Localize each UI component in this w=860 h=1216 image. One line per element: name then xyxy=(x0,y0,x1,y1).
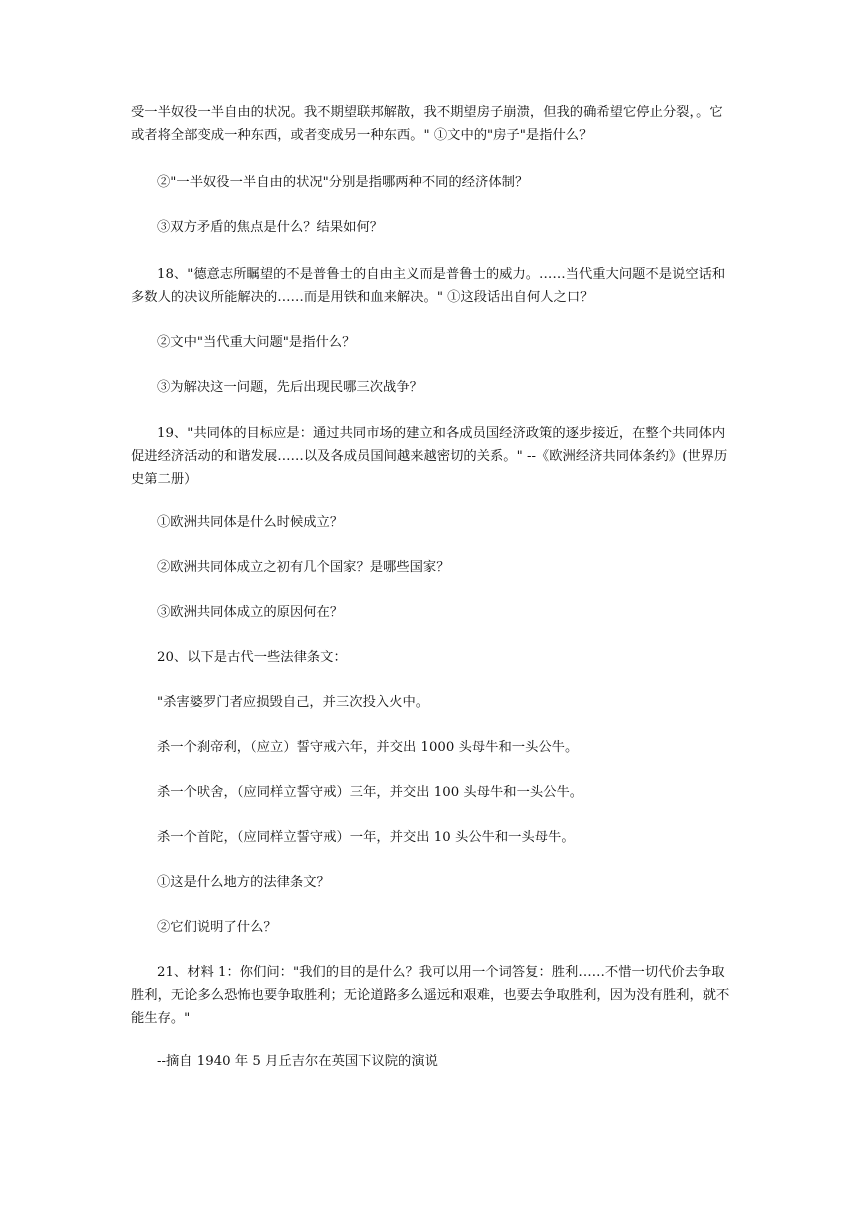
question-18-quote: 18、"德意志所瞩望的不是普鲁士的自由主义而是普鲁士的威力。……当代重大问题不是说空话和多数人的决议所能解决的……而是用铁和血来解决。" ①这段话出自何人之口？ xyxy=(131,267,726,305)
question-20-intro: 20、以下是古代一些法律条文： xyxy=(157,650,347,665)
question-19-quote: 19、"共同体的目标应是：通过共同市场的建立和各成员国经济政策的逐步接近，在整个共同体内促进经济活动的和谐发展……以及各成员国间越来越密切的关系。" --《欧洲经济共同体条约》(世界历史第二册） xyxy=(131,426,728,487)
question-21-quote: 21、材料 1：你们问："我们的目的是什么？我可以用一个词答复：胜利……不惜一切代价去争取胜利，无论多么恐怖也要争取胜利；无论道路多么遥远和艰难，也要去争取胜利，因为没有胜利，就不能生存。" xyxy=(131,965,730,1026)
law-kshatriya: 杀一个刹帝利，（应立）誓守戒六年，并交出 1000 头母牛和一头公牛。 xyxy=(157,740,579,755)
question-three-wars: ③为解决这一问题，先后出现民哪三次战争？ xyxy=(157,380,423,395)
question-law-origin: ①这是什么地方的法律条文？ xyxy=(157,875,330,890)
question-law-meaning: ②它们说明了什么？ xyxy=(157,920,277,935)
law-vaishya: 杀一个吠舍，（应同样立誓守戒）三年，并交出 100 头母牛和一头公牛。 xyxy=(157,785,584,800)
question-conflict-focus: ③双方矛盾的焦点是什么？结果如何？ xyxy=(157,220,384,235)
question-economic-systems: ②"一半奴役一半自由的状况"分别是指哪两种不同的经济体制？ xyxy=(157,175,529,190)
question-ec-reason: ③欧洲共同体成立的原因何在？ xyxy=(157,605,344,620)
paragraph-house-quote: 受一半奴役一半自由的状况。我不期望联邦解散，我不期望房子崩溃，但我的确希望它停止分裂，。它或者将全部变成一种东西，或者变成另一种东西。" ①文中的"房子"是指什么？ xyxy=(131,105,723,143)
quote-source: --摘自 1940 年 5 月丘吉尔在英国下议院的演说 xyxy=(157,1054,438,1069)
question-ec-members: ②欧洲共同体成立之初有几个国家？是哪些国家？ xyxy=(157,560,450,575)
law-shudra: 杀一个首陀，（应同样立誓守戒）一年，并交出 10 头公牛和一头母牛。 xyxy=(157,830,575,845)
law-brahmin: "杀害婆罗门者应损毁自己，并三次投入火中。 xyxy=(157,695,430,710)
question-ec-founding: ①欧洲共同体是什么时候成立？ xyxy=(157,515,344,530)
question-major-issue: ②文中"当代重大问题"是指什么？ xyxy=(157,335,356,350)
